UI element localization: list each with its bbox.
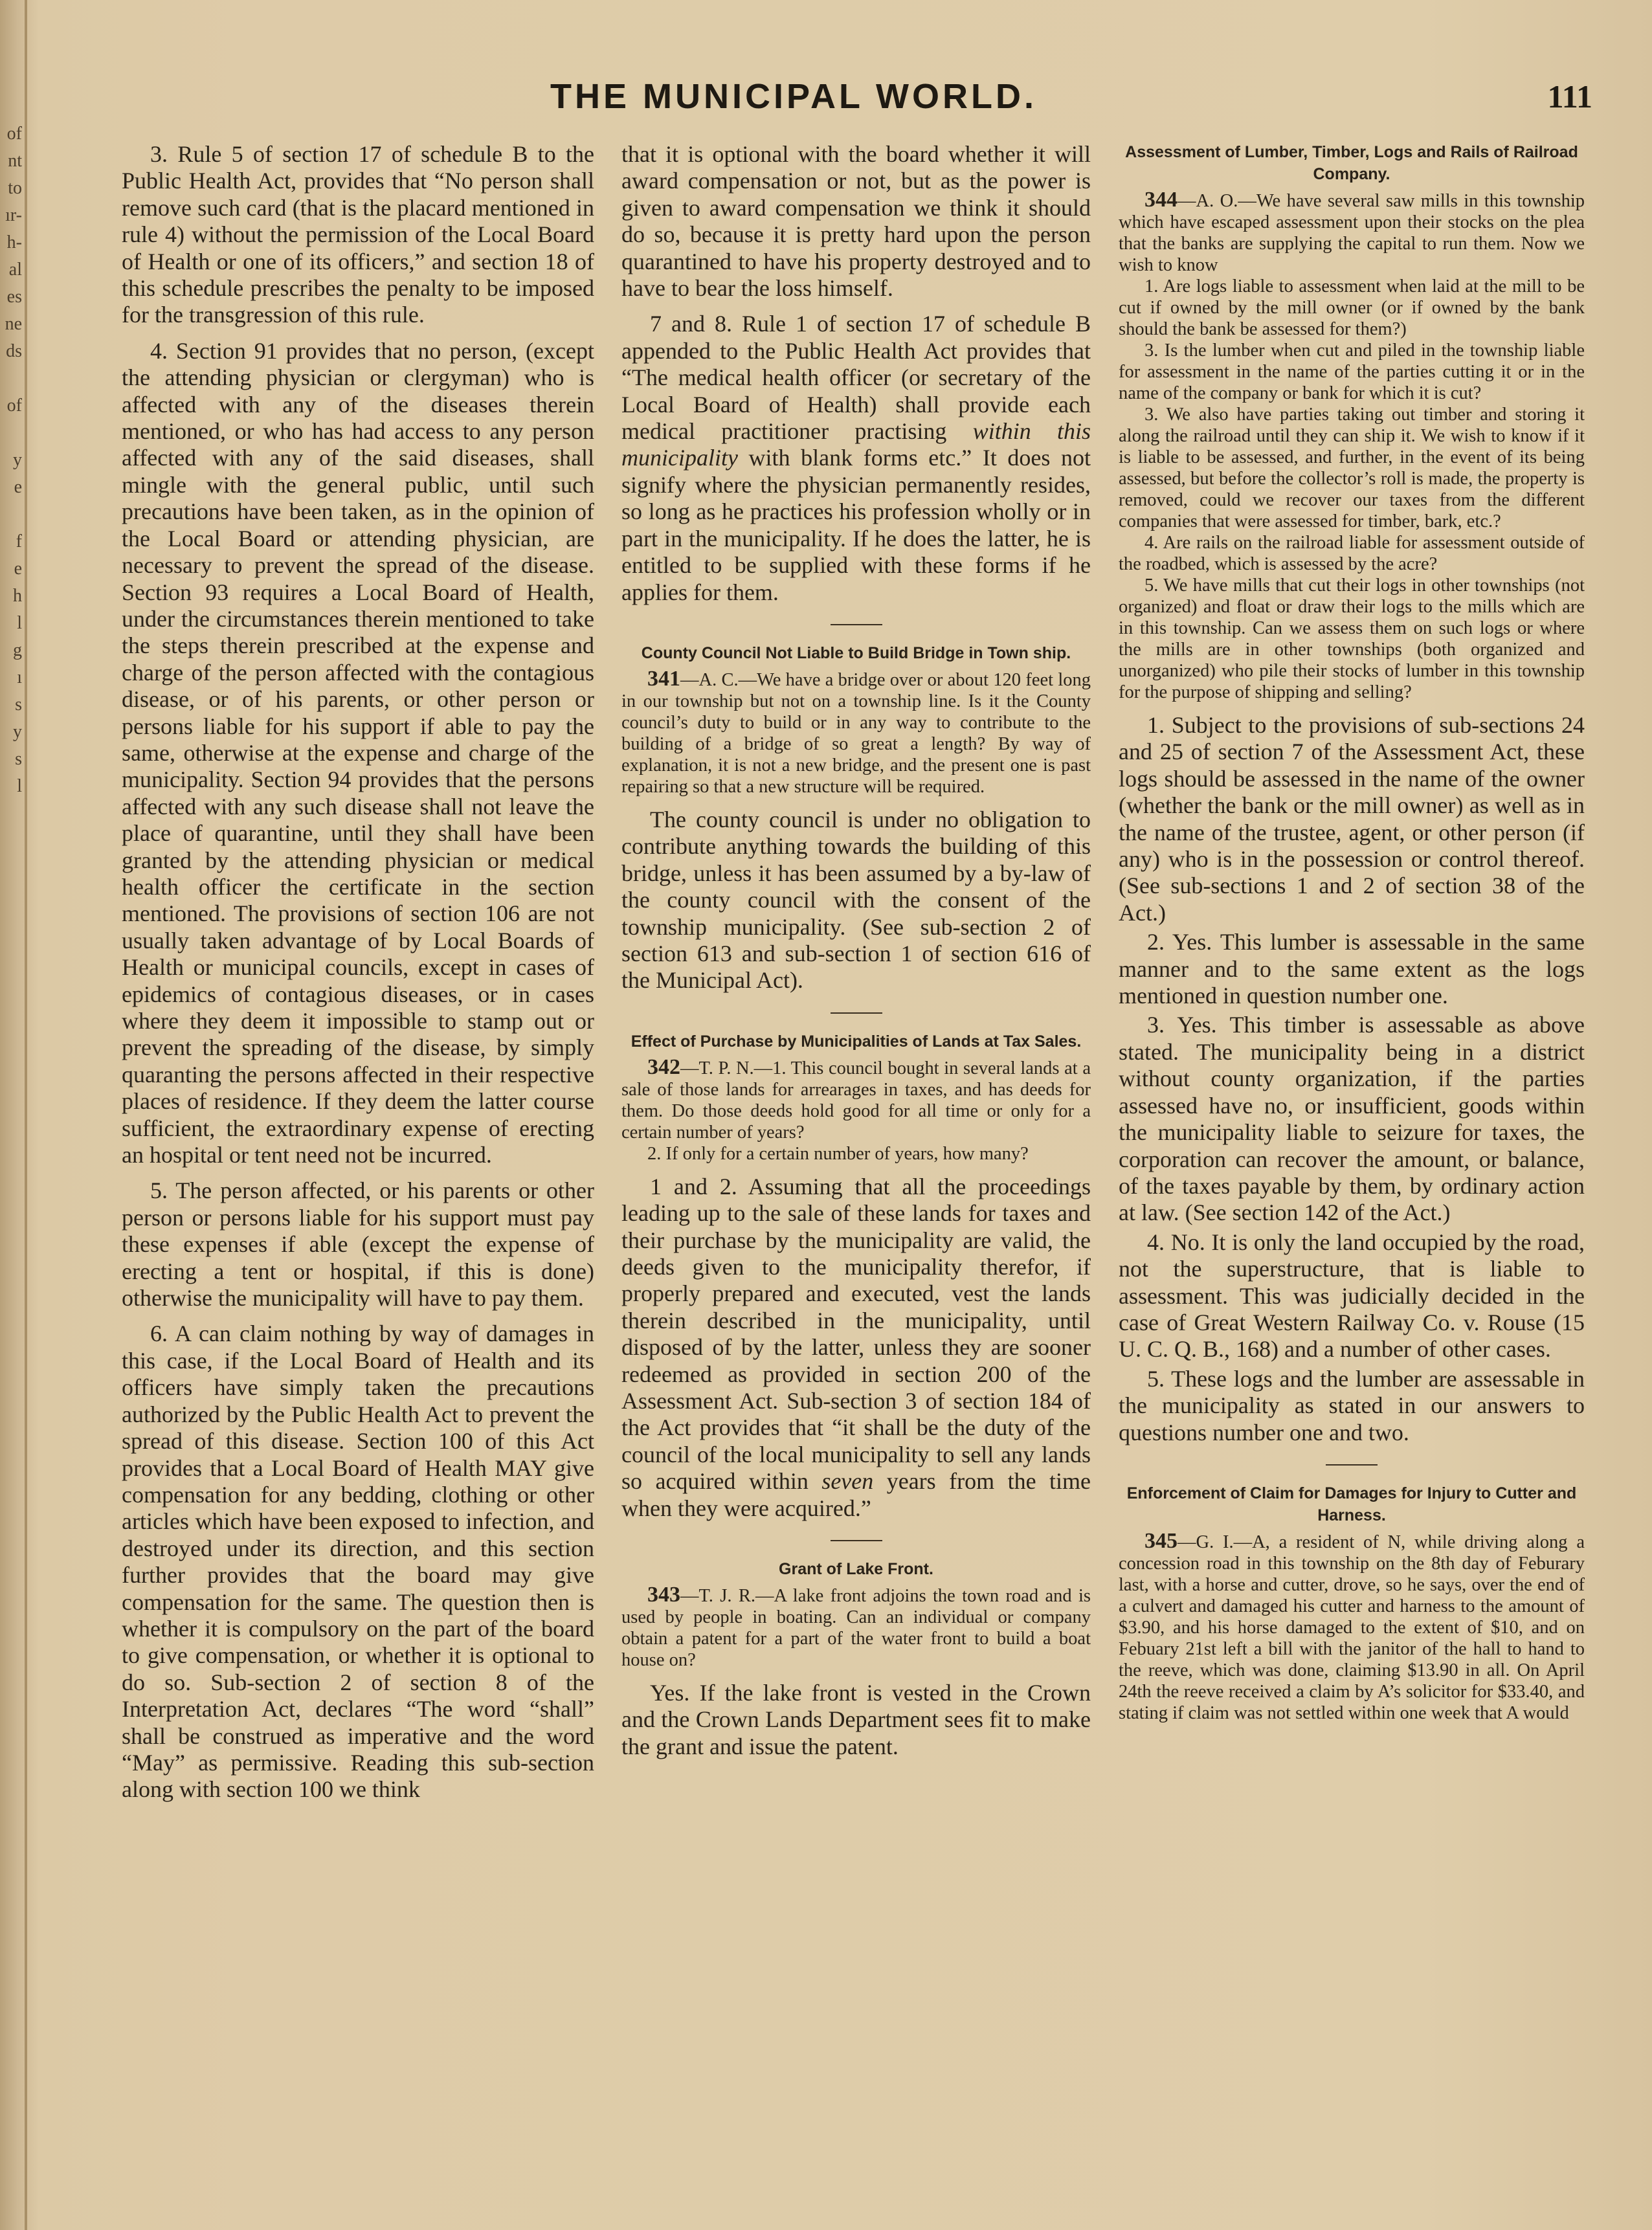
bleed-fragment — [0, 422, 22, 449]
page-header — [550, 76, 1592, 128]
answer-341: The county council is under no obligation to contribute anything towards the building of this bridge, unless it has been assumed by a by-law of the county council with the consent of the township municipality. (See sub-section 2 of section 613 and sub-section 1 of section 616 of the Municipal Act). — [621, 806, 1091, 994]
question-344 — [1119, 189, 1585, 276]
bleed-fragment: s — [15, 749, 22, 769]
answer-344-item: 5. These logs and the lumber are assessable in the municipality as stated in our answers to questions number one and two. — [1119, 1365, 1585, 1445]
bleed-fragment: nt — [8, 151, 22, 171]
text-run: years from the time when they were acquired.” — [621, 1468, 1091, 1521]
question-number: 345 — [1144, 1528, 1178, 1553]
heading-345: Enforcement of Claim for Damages for Injury to Cutter and Harness. — [1126, 1484, 1577, 1524]
bleed-fragment: s — [15, 695, 22, 715]
question-number: 344 — [1144, 188, 1178, 212]
bleed-fragment: ı — [17, 667, 22, 687]
question-344-item: 4. Are rails on the railroad liable for assessment outside of the roadbed, which is assessed by the acre? — [1119, 533, 1585, 574]
heading-344: Assessment of Lumber, Timber, Logs and Rails of Railroad Company. — [1125, 143, 1578, 183]
left-margin-bleed-text — [0, 123, 22, 803]
page-title: THE MUNICIPAL WORLD. — [550, 77, 1037, 116]
bleed-fragment: g — [13, 640, 22, 660]
paragraph-rule-5: 3. Rule 5 of section 17 of schedule B to the Public Health Act, provides that “No person shall remove such card (that is the placard mentioned in rule 4) without the permission of the Local Board of Health or one of its officers,” and section 18 of this schedule prescribes the penalty to be imposed for the transgression of this rule. — [122, 141, 594, 328]
question-342-part-2: 2. If only for a certain number of years, how many? — [647, 1143, 1029, 1164]
answer-343: Yes. If the lake front is vested in the Crown and the Crown Lands Department sees fit to make the grant and issue the patent. — [621, 1680, 1091, 1759]
question-text: —T. P. N.—1. This council bought in several lands at a sale of those lands for arrearages in taxes, and has deeds for them. Do those deeds hold good for all time or only for a certain number of years? — [621, 1058, 1091, 1143]
bleed-fragment: e — [14, 559, 22, 579]
paragraph-damages: 6. A can claim nothing by way of damages in this case, if the Local Board of Health and its officers have simply taken the precautions authorized by the Public Health Act to prevent the spread of this disease. Section 100 of this Act provides that a Local Board of Health MAY give compensation for any bedding, clothing or other articles which have been exposed to infection, and destroyed under its direction, and this section further provides that the board may give compensation for the same. The question then is whether it is compulsory on the part of the board to give compensation, or whether it is optional to do so. Sub-section 2 of section 8 of the Interpretation Act, declares “The word “shall” shall be construed as imperative and the word “May” as permissive. Reading this sub-section along with section 100 we think — [122, 1321, 594, 1803]
answer-342 — [621, 1174, 1091, 1522]
bleed-fragment: ds — [6, 341, 22, 361]
answer-344-item: 1. Subject to the provisions of sub-sections 24 and 25 of section 7 of the Assessment Act, these logs should be assessed in the name of the owner (whether the bank or the mill owner) as well as in the name of the trustee, agent, or other person (if any) who is in the possession or control thereof. (See sub-sections 1 and 2 of section 38 of the Act.) — [1119, 712, 1585, 926]
question-343 — [621, 1584, 1091, 1671]
question-344-item: 3. We also have parties taking out timber and storing it along the railroad until they can ship it. We wish to know if it is liable to be assessed, and further, in the event of its being assessed, but before the collector’s roll is made, the property is removed, could we recover our taxes from the different companies that were assessed for timber, bark, etc.? — [1119, 405, 1585, 531]
question-text: —A. C.—We have a bridge over or about 120 feet long in our township but not on a township line. Is it the County council’s duty to build or in any way to contribute to the building of a bridge of so great a length? By way of explanation, it is not a new bridge, and the present one is past repairing so that a new structure will be required. — [621, 669, 1091, 797]
italic-text: within this municipality — [621, 418, 1091, 471]
heading-341: County Council Not Liable to Build Bridge in Town ship. — [641, 643, 1071, 662]
question-number: 341 — [647, 666, 680, 691]
bleed-fragment: l — [17, 613, 22, 633]
paragraph-expenses: 5. The person affected, or his parents or other person or persons liable for his support must pay these expenses if able (except the expense of erecting a tent or hospital, if this is done) otherwise the municipality will have to pay them. — [122, 1177, 594, 1311]
paragraph-continuation: that it is optional with the board whether it will award compensation or not, but as the power is given to award compensation we think it should do so, because it is pretty hard upon the person quarantined to have his property destroyed and to have to bear the loss himself. — [621, 141, 1091, 302]
paragraph-section-91: 4. Section 91 provides that no person, (except the attending physician or clergyman) who is affected with any of the diseases therein mentioned, or who has had access to any person affected with any of the said diseases, shall mingle with the general public, until such precautions have been taken, as in the opinion of the Local Board or attending physician, are necessary to prevent the spread of the disease. Section 93 requires a Local Board of Health, under the circumstances therein mentioned to take the steps therein prescribed at the expense and charge of the person affected with the contagious disease, or of his parents, or other person or persons liable for his support if able to pay the same, otherwise at the expense and charge of the municipality. Section 94 provides that the persons affected with any such disease shall not leave the place of quarantine, until they shall have been granted by the attending physician or medical health officer the certificate in the section mentioned. The provisions of section 106 are not usually taken advantage of by Local Boards of Health or municipal councils, except in cases of epidemics of contagious diseases, or in cases where they deem it impossible to stamp out or prevent the spreading of the disease, by simply quaranting the persons affected in their respective places of residence. If they deem the latter course sufficient, the extraordinary expense of erecting an hospital or tent need not be incurred. — [122, 337, 594, 1168]
binding-shadow — [25, 0, 27, 2230]
column-middle — [621, 141, 1091, 1760]
question-344-item: 1. Are logs liable to assessment when laid at the mill to be cut if owned by the mill owner (or if owned by the bank should the bank be assessed for them?) — [1119, 276, 1585, 339]
column-right — [1119, 141, 1585, 1724]
question-344-item: 3. Is the lumber when cut and piled in the township liable for assessment in the name of the parties cutting it or in the name of the company or bank for which it is cut? — [1119, 340, 1585, 403]
question-342 — [621, 1056, 1091, 1143]
section-divider — [831, 1012, 882, 1014]
italic-text: seven — [821, 1468, 874, 1495]
question-number: 342 — [647, 1054, 680, 1079]
question-text: —G. I.—A, a resident of N, while driving along a concession road in this township on the 8th day of Feburary last, with a horse and cutter, drove, so he says, over the end of a culvert and damaged his cutter and harness to the amount of $3.90, and his horse damaged to the extent of $10, and on Febuary 21st left a bill with the janitor of the hall to hand to the reeve, which was done, claiming $13.90 in all. On April 24th the reeve received a claim by A’s solicitor for $33.40, and stating if claim was not settled within one week that A would — [1119, 1532, 1585, 1723]
bleed-fragment: l — [17, 776, 22, 796]
bleed-fragment: h- — [6, 232, 22, 252]
bleed-fragment — [0, 368, 22, 395]
text-run: with blank forms etc.” It does not signify where the physician permanently resides, so long as he practices his profession wholly or in part in the municipality. If he does the latter, he is entitled to be supplied with these forms if he applies for them. — [621, 445, 1091, 605]
bleed-fragment: es — [6, 287, 22, 307]
question-text: —T. J. R.—A lake front adjoins the town road and is used by people in boating. Can an individual or company obtain a patent for a part of the water front to build a boat house on? — [621, 1586, 1091, 1671]
question-341 — [621, 668, 1091, 797]
column-left — [122, 141, 594, 1803]
text-run: 7 and 8. Rule 1 of section 17 of schedule B appended to the Public Health Act provides that “The medical health officer (or secretary of the Local Board of Health) shall provide each medical practitioner practising — [621, 311, 1091, 445]
page-number: 111 — [1547, 78, 1592, 115]
bleed-fragment — [0, 504, 22, 531]
heading-342: Effect of Purchase by Municipalities of Lands at Tax Sales. — [631, 1032, 1082, 1051]
bleed-fragment: ır- — [5, 205, 22, 225]
section-divider — [831, 624, 882, 625]
question-number: 343 — [647, 1583, 680, 1607]
bleed-fragment: h — [13, 586, 22, 606]
question-345 — [1119, 1530, 1585, 1724]
answer-344-item: 4. No. It is only the land occupied by the road, not the superstructure, that is liable to assessment. This was judicially decided in the case of Great Western Railway Co. v. Rouse (15 U. C. Q. B., 168) and a number of other cases. — [1119, 1229, 1585, 1363]
text-run: 1 and 2. Assuming that all the proceedings leading up to the sale of these lands for taxes and their purchase by the municipality are valid, the deeds given to the municipality therefor, if properly prepared and executed, vest the lands therein described in the municipality, until disposed of by the latter, unless they are sooner redeemed as provided in section 200 of the Assessment Act. Sub-section 3 of section 184 of the Act provides that “it shall be the duty of the council of the local municipality to sell any lands so acquired within — [621, 1173, 1091, 1495]
bleed-fragment: e — [14, 477, 22, 497]
bleed-fragment: of — [6, 396, 22, 416]
bleed-fragment: of — [6, 124, 22, 144]
heading-343: Grant of Lake Front. — [779, 1560, 933, 1579]
question-344-item: 5. We have mills that cut their logs in other townships (not organized) and float or draw their logs to the mills which are in this township. Can we assess them on such logs or where the mills are in other townships (both organized and unorganized) who pile their stocks of lumber in this township for the purpose of shipping and selling? — [1119, 575, 1585, 702]
section-divider — [831, 1540, 882, 1541]
bleed-fragment: to — [8, 178, 22, 198]
bleed-fragment: y — [13, 722, 22, 742]
answer-344-item: 3. Yes. This timber is assessable as above stated. The municipality being in a district without county organization, if the parties assessed have no, or insufficient, goods within the municipality liable to seizure for taxes, the corporation can recover the amount, or balance, of the taxes payable by them, by ordinary action at law. (See section 142 of the Act.) — [1119, 1012, 1585, 1226]
bleed-fragment: y — [13, 450, 22, 470]
paragraph-rules-7-8 — [621, 311, 1091, 605]
question-text: —A. O.—We have several saw mills in this township which have escaped assessment upon their stocks on the plea that the banks are supplying the capital to run them. Now we wish to know — [1119, 191, 1585, 275]
answer-344-item: 2. Yes. This lumber is assessable in the same manner and to the same extent as the logs mentioned in question number one. — [1119, 929, 1585, 1009]
bleed-fragment: al — [8, 260, 22, 280]
bleed-fragment: ne — [5, 314, 22, 334]
bleed-fragment: f — [16, 531, 22, 552]
section-divider — [1326, 1464, 1378, 1466]
